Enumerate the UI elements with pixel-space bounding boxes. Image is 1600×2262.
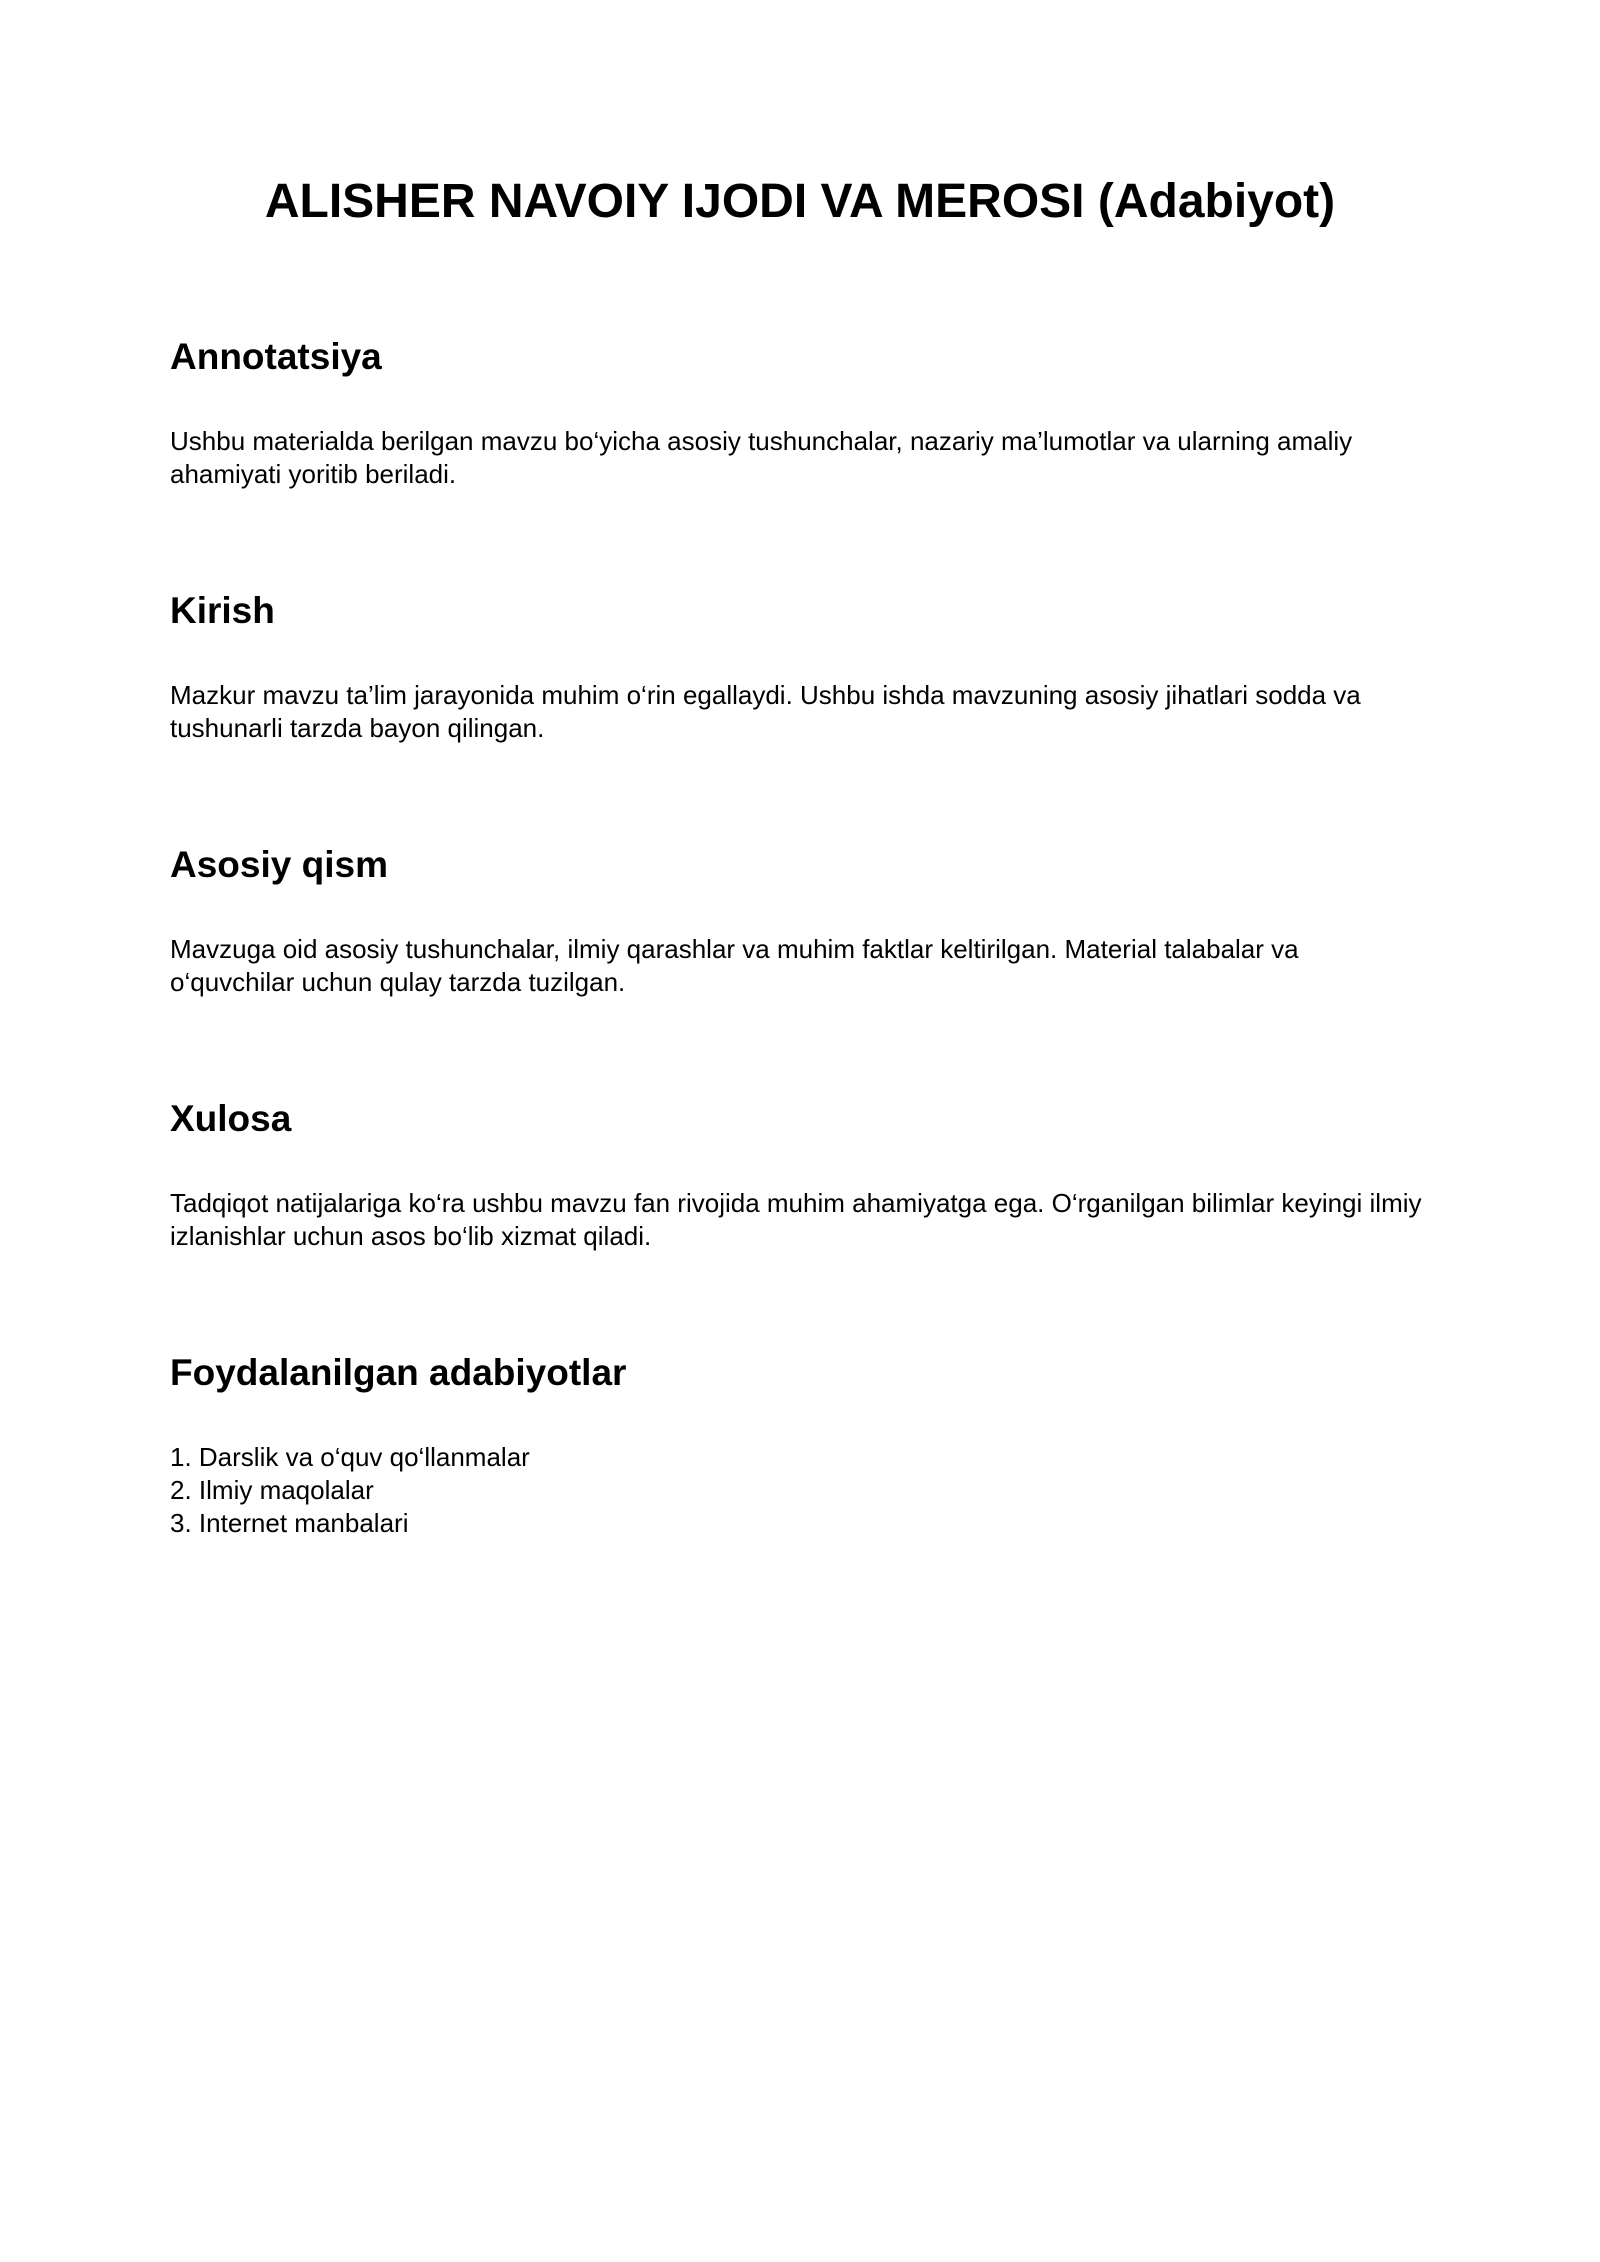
reference-item: 3. Internet manbalari [170, 1508, 409, 1538]
section-heading: Foydalanilgan adabiyotlar [170, 1352, 627, 1393]
section-heading: Kirish [170, 590, 275, 631]
section-heading: Asosiy qism [170, 844, 388, 885]
section-kirish [170, 587, 1430, 745]
section-paragraph: Mazkur mavzu ta’lim jarayonida muhim o‘rin egallaydi. Ushbu ishda mavzuning asosiy jihatlari sodda va tushunarli tarzda bayon qilingan. [170, 680, 1361, 743]
reference-item: 2. Ilmiy maqolalar [170, 1475, 374, 1505]
section-heading: Xulosa [170, 1098, 292, 1139]
section-paragraph: Tadqiqot natijalariga ko‘ra ushbu mavzu fan rivojida muhim ahamiyatga ega. O‘rganilgan bilimlar keyingi ilmiy izlanishlar uchun asos bo‘lib xizmat qiladi. [170, 1188, 1422, 1251]
document-title: ALISHER NAVOIY IJODI VA MEROSI (Adabiyot) [264, 175, 1336, 228]
reference-item: 1. Darslik va o‘quv qo‘llanmalar [170, 1442, 530, 1472]
section-references [170, 1349, 1430, 1540]
reference-list [170, 1441, 1430, 1540]
section-paragraph: Ushbu materialda berilgan mavzu bo‘yicha asosiy tushunchalar, nazariy ma’lumotlar va ularning amaliy ahamiyati yoritib beriladi. [170, 426, 1353, 489]
section-heading: Annotatsiya [170, 336, 382, 377]
section-paragraph: Mavzuga oid asosiy tushunchalar, ilmiy qarashlar va muhim faktlar keltirilgan. Material talabalar va o‘quvchilar uchun qulay tarzda tuzilgan. [170, 934, 1299, 997]
section-annotatsiya [170, 333, 1430, 491]
section-xulosa [170, 1095, 1430, 1253]
section-asosiy-qism [170, 841, 1430, 999]
